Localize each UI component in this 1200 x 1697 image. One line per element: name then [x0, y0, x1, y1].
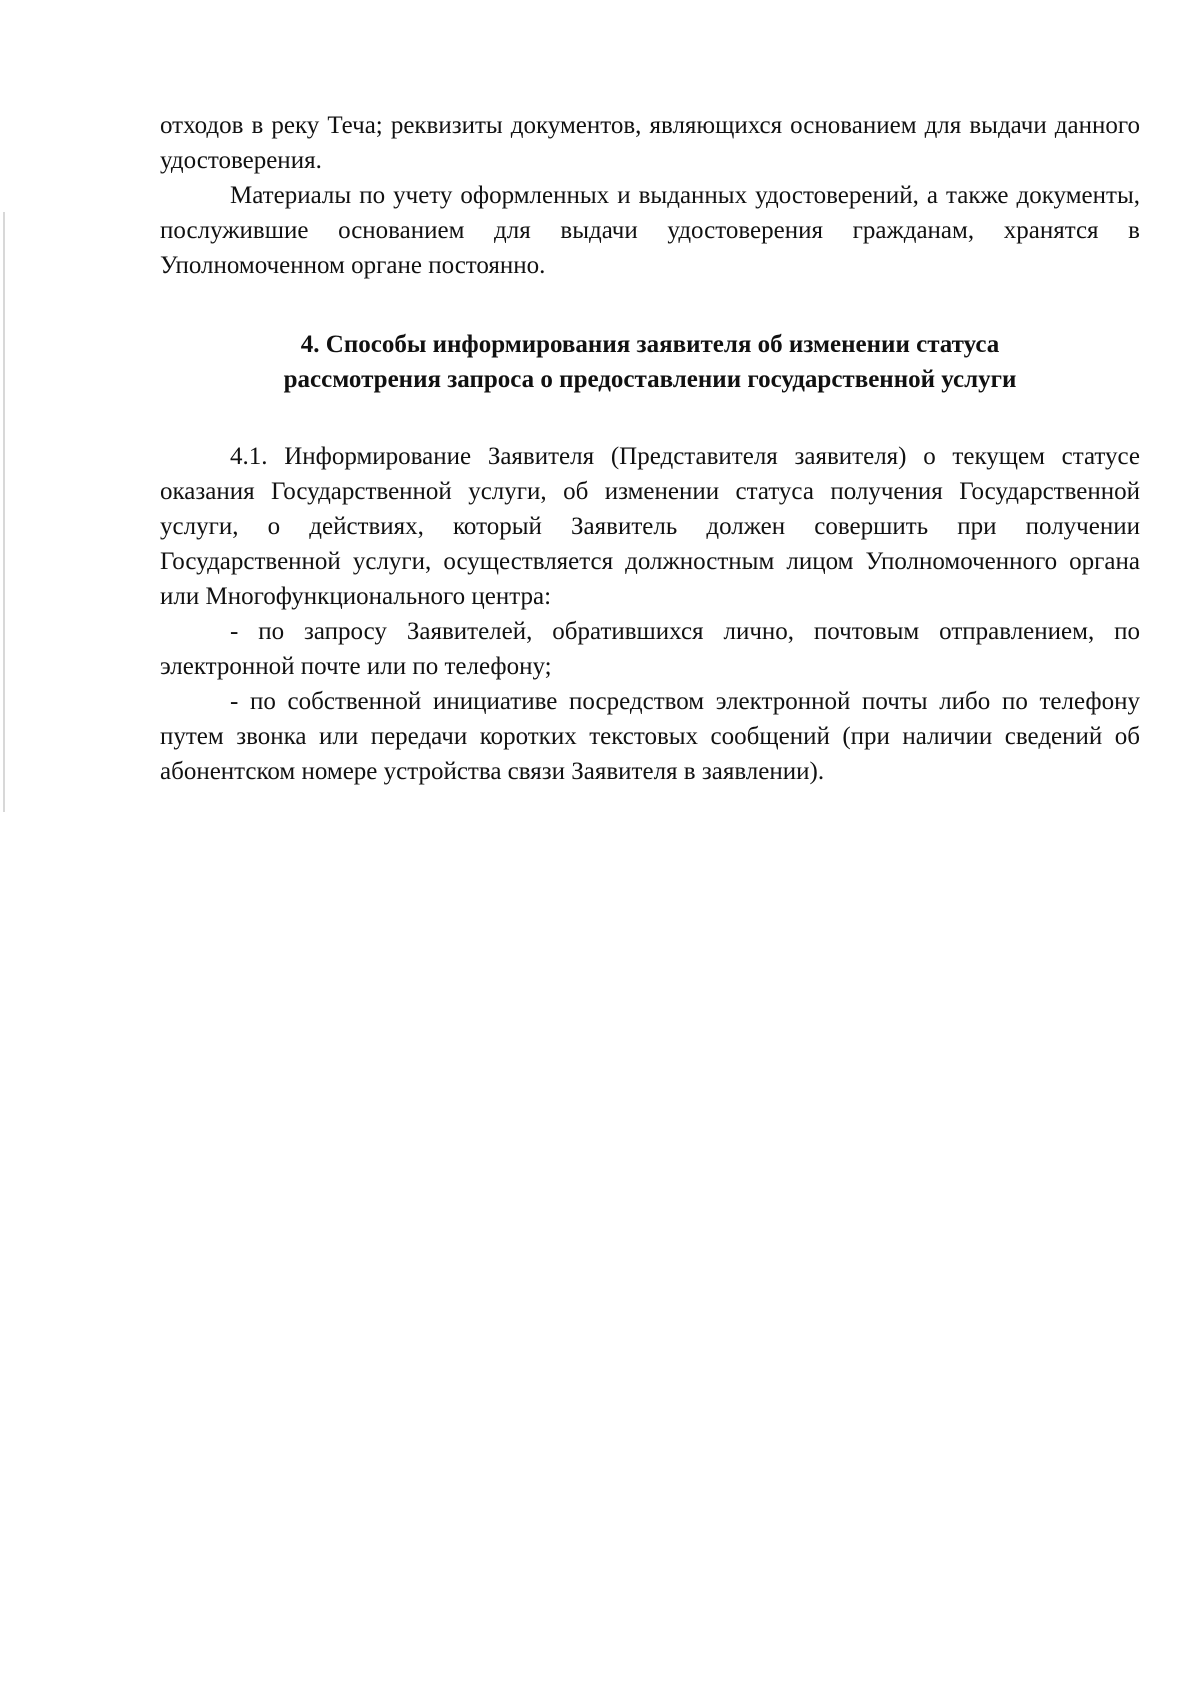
paragraph-teча-continuation: отходов в реку Теча; реквизиты документов, являющихся основанием для выдачи данного удостоверения.	[160, 112, 1140, 174]
paragraph-4-1-informing: 4.1. Информирование Заявителя (Представителя заявителя) о текущем статусе оказания Государственной услуги, об изменении статуса получения Государственной услуги, о действиях, который Заявитель должен совершить при получении Государственной услуги, осуществляется должностным лицом Уполномоченного органа или Многофункционального центра:	[160, 443, 1140, 610]
document-body	[160, 108, 1140, 789]
list-item-on-request: - по запросу Заявителей, обратившихся лично, почтовым отправлением, по электронной почте или по телефону;	[160, 618, 1140, 680]
paragraph-materials-storage: Материалы по учету оформленных и выданных удостоверений, а также документы, послужившие основанием для выдачи удостоверения гражданам, хранятся в Уполномоченном органе постоянно.	[160, 182, 1140, 279]
scan-edge-line	[3, 212, 5, 812]
section-heading-line-1: 4. Способы информирования заявителя об изменении статуса	[300, 331, 1000, 358]
section-heading	[160, 327, 1140, 397]
section-heading-line-2: рассмотрения запроса о предоставлении государственной услуги	[283, 366, 1017, 393]
list-item-own-initiative: - по собственной инициативе посредством электронной почты либо по телефону путем звонка или передачи коротких текстовых сообщений (при наличии сведений об абонентском номере устройства связи Заявителя в заявлении).	[160, 688, 1140, 785]
